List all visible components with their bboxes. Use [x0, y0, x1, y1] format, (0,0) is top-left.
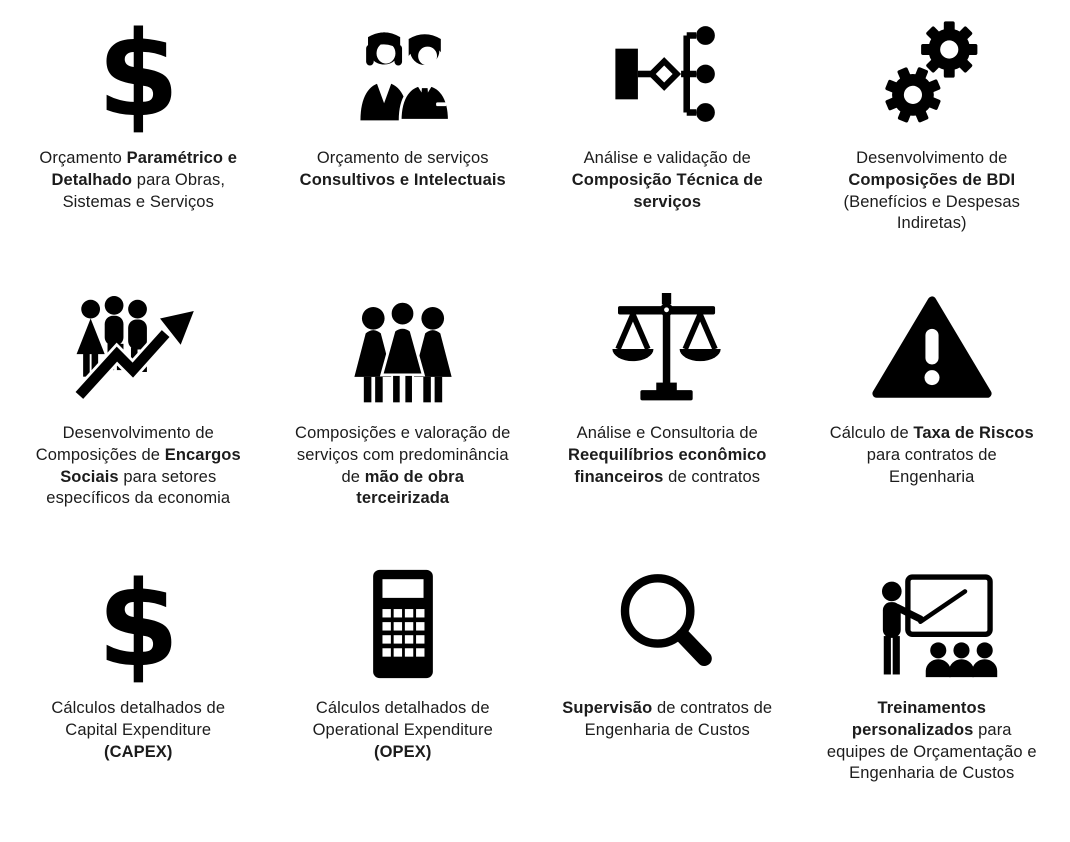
service-item	[26, 555, 251, 785]
service-item	[291, 560, 516, 785]
caption-segment: Composição Técnica de serviços	[571, 170, 763, 211]
balance-scale-icon	[604, 285, 730, 413]
service-caption	[824, 698, 1040, 785]
caption-segment: de contratos de Engenharia de Custos	[584, 699, 773, 739]
service-item	[26, 285, 251, 510]
service-item	[555, 10, 780, 235]
service-caption	[559, 698, 775, 742]
caption-segment: Treinamentos personalizados	[851, 699, 986, 739]
caption-segment: para Obras, Sistemas e Serviços	[62, 170, 226, 211]
flowchart-icon	[606, 10, 728, 138]
caption-segment: de contratos	[663, 467, 761, 486]
warning-triangle-icon	[871, 285, 993, 413]
caption-segment: Orçamento	[39, 149, 127, 167]
calculator-icon	[347, 560, 459, 688]
caption-segment: Composições de BDI	[848, 170, 1016, 189]
training-presentation-icon	[865, 560, 999, 688]
service-caption	[824, 148, 1040, 235]
caption-segment: Análise e validação de	[583, 149, 751, 167]
caption-segment: Reequilíbrios econômico financeiros	[567, 445, 767, 486]
service-item	[291, 285, 516, 510]
service-caption	[30, 148, 246, 213]
caption-segment: (Benefícios e Despesas Indiretas)	[843, 192, 1020, 233]
team-growth-arrow-icon	[70, 285, 206, 413]
caption-segment: Orçamento de serviços	[316, 149, 489, 167]
caption-segment: mão de obra terceirizada	[356, 467, 464, 508]
service-caption	[559, 148, 775, 213]
service-caption	[295, 698, 511, 763]
service-item	[820, 10, 1045, 235]
service-caption	[30, 423, 246, 510]
dollar-sign-icon	[97, 555, 180, 694]
magnifier-icon	[611, 560, 723, 688]
caption-segment: para setores específicos da economia	[46, 467, 231, 508]
caption-segment: Cálculos detalhados de Operational Expenditure	[312, 699, 493, 739]
dollar-sign-icon	[97, 5, 180, 143]
caption-segment: Análise e Consultoria de	[576, 424, 758, 443]
service-item	[820, 560, 1045, 785]
service-item	[820, 285, 1045, 510]
people-group-icon	[344, 285, 462, 413]
service-caption	[824, 423, 1040, 488]
caption-segment: para contratos de Engenharia	[866, 445, 997, 486]
caption-segment: (OPEX)	[374, 742, 432, 761]
caption-segment: Composições e valoração de serviços com predominância de	[295, 424, 511, 486]
service-item	[555, 285, 780, 510]
caption-segment: Cálculos detalhados de Capital Expenditure	[51, 699, 226, 739]
caption-segment: Desenvolvimento de Composições de	[35, 424, 214, 464]
caption-segment: Desenvolvimento de	[856, 149, 1008, 167]
caption-segment: Encargos Sociais	[60, 445, 241, 486]
dollar-glyph: $	[97, 5, 180, 143]
service-caption	[30, 698, 246, 763]
service-item	[26, 5, 251, 235]
service-item	[291, 10, 516, 235]
caption-segment: Cálculo de	[829, 424, 914, 443]
gears-icon	[873, 10, 991, 138]
service-item	[555, 560, 780, 785]
caption-segment: Supervisão	[562, 699, 653, 718]
caption-segment: Consultivos e Intelectuais	[299, 170, 506, 189]
caption-segment: Paramétrico e Detalhado	[51, 149, 238, 189]
service-caption	[295, 148, 511, 192]
dollar-glyph: $	[97, 555, 180, 694]
service-caption	[559, 423, 775, 488]
business-people-icon	[341, 10, 465, 138]
service-caption	[295, 423, 511, 510]
caption-segment: (CAPEX)	[103, 742, 173, 761]
caption-segment: para equipes de Orçamentação e Engenharia de Custos	[826, 720, 1037, 783]
caption-segment: Taxa de Riscos	[913, 424, 1034, 443]
